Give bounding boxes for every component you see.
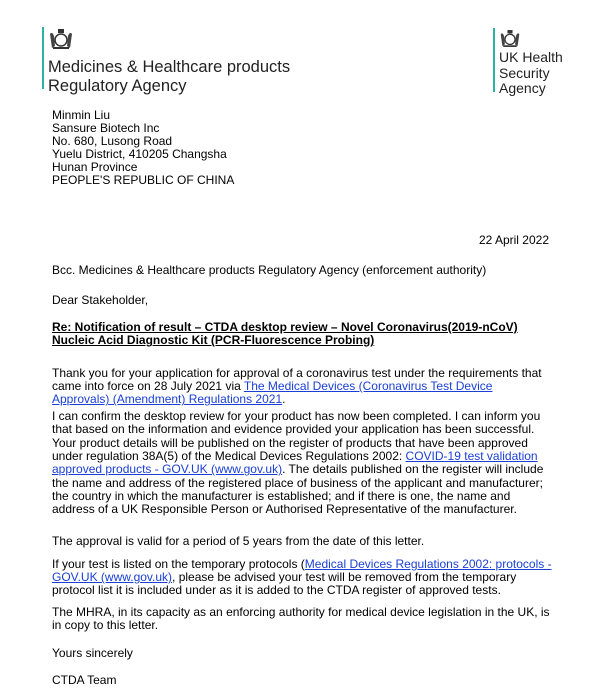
mhra-logo-line2: Regulatory Agency — [48, 77, 187, 95]
ukhsa-logo-line3: Agency — [499, 80, 546, 96]
mhra-logo-bar — [42, 27, 44, 89]
address-line: Yuelu District, 410205 Changsha — [52, 147, 227, 161]
ukhsa-logo-line2: Security — [499, 64, 550, 81]
address-line: PEOPLE'S REPUBLIC OF CHINA — [52, 173, 235, 187]
regulations-2021-link[interactable]: The Medical Devices (Coronavirus Test Device Approvals) (Amendment) Regulations 2021 — [52, 379, 493, 407]
mhra-logo — [48, 28, 290, 96]
mhra-logo-line1: Medicines & Healthcare products — [48, 58, 291, 76]
address-line: Hunan Province — [52, 160, 138, 174]
ukhsa-logo — [499, 29, 563, 97]
paragraph-application: Thank you for your application for approval of a coronavirus test under the requirements that came into force on 28 July 2021 via The Medical Devices (Coronavirus Test Device Approvals) (Amendment) Regulations 2021. — [52, 366, 542, 407]
protocols-link[interactable]: Medical Devices Regulations 2002: protocols - GOV.UK (www.gov.uk) — [52, 557, 552, 585]
paragraph-register: Your product details will be published on the register of products that have been approved under regulation 38A(5) of the Medical Devices Regulations 2002: COVID-19 test validation approved products - GOV.UK (www.gov.uk). The details published on the register will include the name and address of the registered place of business of the applicant and manufacturer; the country in which the manufacturer is established; and if there is one, the name and address of a UK Responsible Person or Authorised Representative of the manufacturer. — [52, 436, 544, 517]
recipient-address — [52, 109, 552, 187]
ukhsa-logo-line1: UK Health — [499, 49, 563, 65]
royal-crest-icon — [499, 29, 521, 48]
paragraph-confirmation: I can confirm the desktop review for your product has now been completed. I can inform you that based on the information and evidence provided your application has been successful. — [52, 409, 541, 437]
address-line: Minmin Liu — [52, 108, 111, 122]
subject-line: Re: Notification of result – CTDA desktop review – Novel Coronavirus(2019-nCoV) Nucleic Acid Diagnostic Kit (PCR-Fluorescence Probing) — [52, 320, 518, 348]
covid-test-register-link[interactable]: COVID-19 test validation approved products - GOV.UK (www.gov.uk) — [52, 449, 538, 477]
paragraph-protocols: If your test is listed on the temporary protocols (Medical Devices Regulations 2002: protocols - GOV.UK (www.gov.uk), please be advised your test will be removed from the temporary protocol list it is included under as it is added to the CTDA register of approved tests. — [52, 557, 552, 598]
salutation: Dear Stakeholder, — [52, 293, 149, 307]
bcc-line: Bcc. Medicines & Healthcare products Regulatory Agency (enforcement authority) — [52, 263, 487, 277]
letter-date: 22 April 2022 — [478, 233, 549, 247]
address-line: Sansure Biotech Inc — [52, 121, 160, 135]
ukhsa-logo-bar — [493, 28, 495, 92]
address-line: No. 680, Lusong Road — [52, 134, 173, 148]
closing: Yours sincerely — [52, 646, 133, 660]
paragraph-mhra-copy: The MHRA, in its capacity as an enforcing authority for medical device legislation in the UK, is in copy to this letter. — [52, 605, 550, 633]
royal-crest-icon — [48, 28, 74, 50]
paragraph-validity: The approval is valid for a period of 5 years from the date of this letter. — [52, 534, 425, 548]
signature: CTDA Team — [52, 673, 117, 687]
